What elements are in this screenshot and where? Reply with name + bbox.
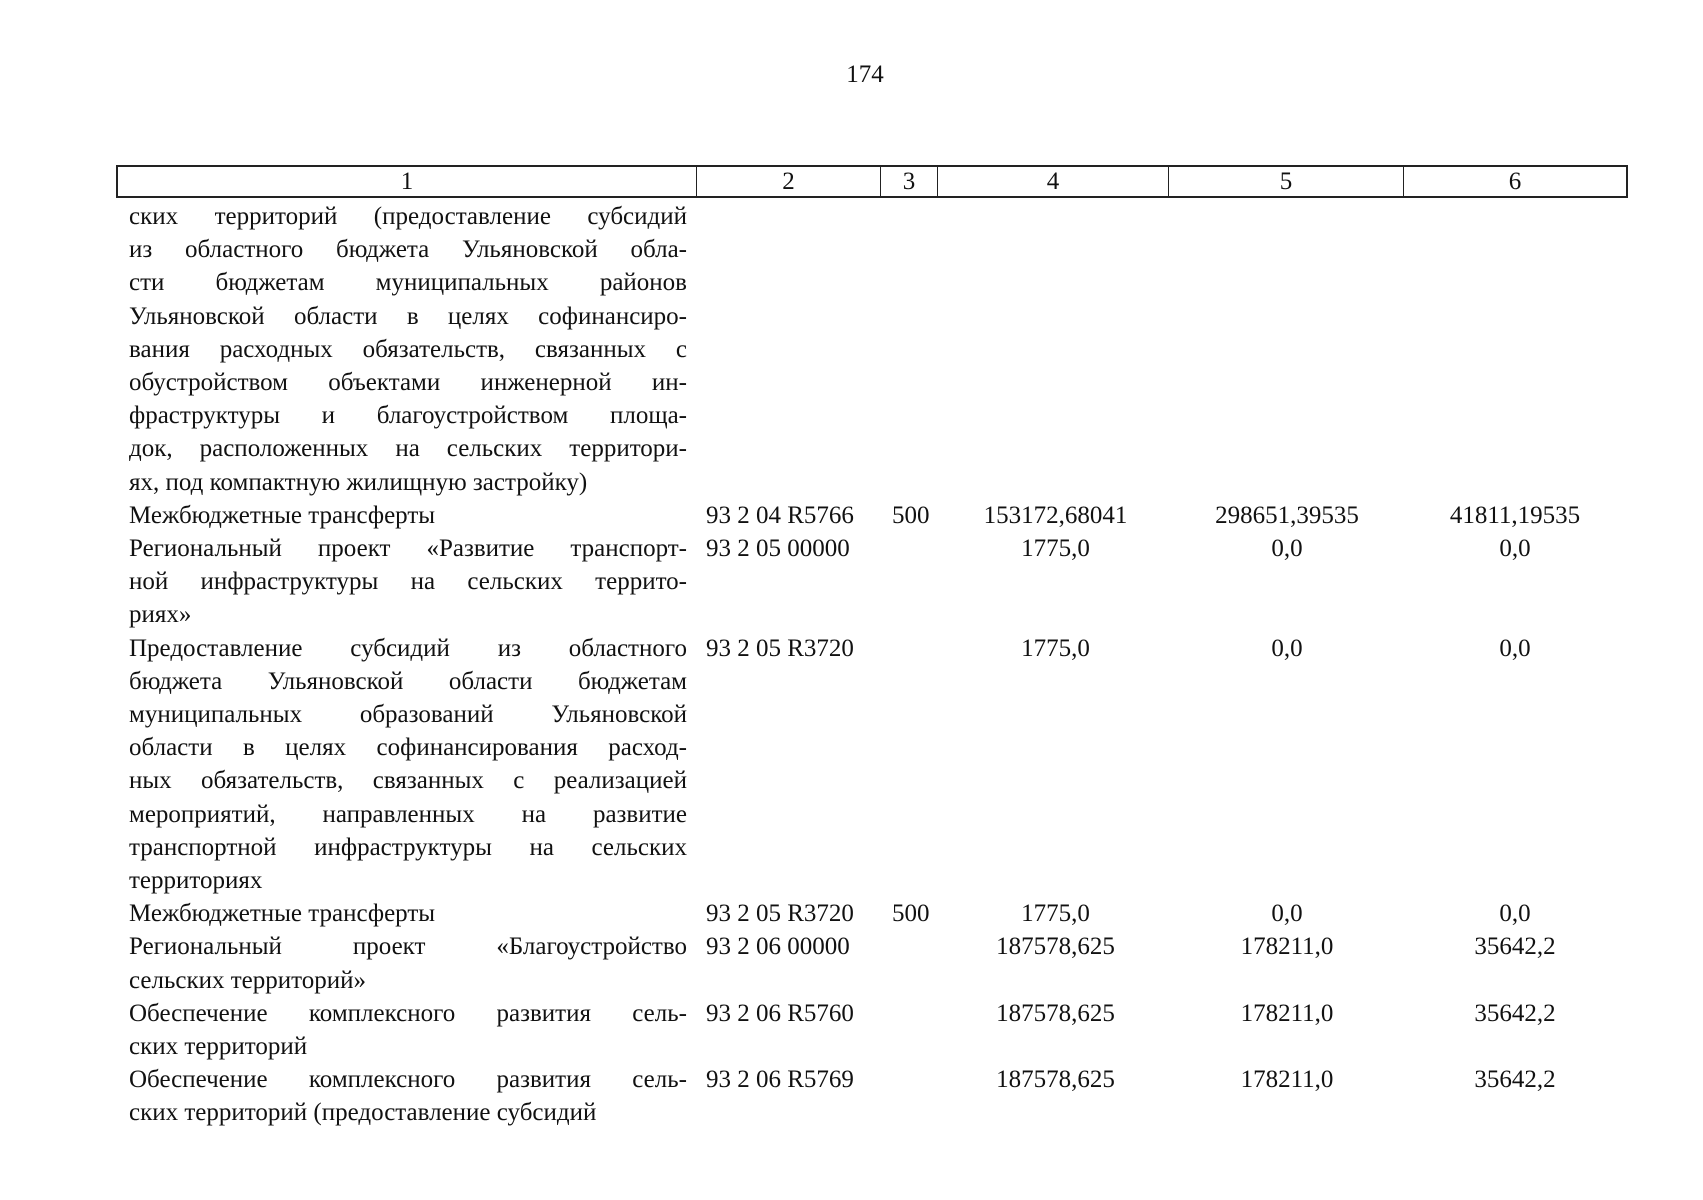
row-value-col5: 178211,0 — [1240, 1066, 1334, 1094]
description-line: док, расположенных на сельских территори- — [129, 435, 687, 463]
row-description — [129, 930, 687, 996]
row-value-col5: 178211,0 — [1240, 999, 1334, 1027]
page-number: 174 — [846, 61, 884, 88]
table-row — [0, 930, 1703, 996]
description-line: ских территорий (предоставление субсидий — [129, 1099, 597, 1127]
description-line: фраструктуры и благоустройством площа- — [129, 402, 687, 430]
row-code: 93 2 06 00000 — [706, 933, 850, 961]
description-line: Обеспечение комплексного развития сель- — [129, 1066, 687, 1094]
table-row — [0, 997, 1703, 1063]
row-expense-type: 500 — [892, 501, 930, 529]
row-code: 93 2 05 00000 — [706, 534, 850, 562]
description-line: вания расходных обязательств, связанных с — [129, 335, 687, 363]
table-body — [0, 200, 1703, 1130]
table-row — [0, 632, 1703, 898]
description-line: Региональный проект «Развитие транспорт- — [129, 534, 687, 562]
description-line: сти бюджетам муниципальных районов — [129, 269, 687, 297]
row-description — [129, 532, 687, 632]
description-line: Ульяновской области в целях софинансиро- — [129, 302, 687, 330]
row-code: 93 2 05 R3720 — [706, 634, 854, 662]
row-description — [129, 632, 687, 898]
description-line: Обеспечение комплексного развития сель- — [129, 999, 687, 1027]
description-line: Предоставление субсидий из областного — [129, 634, 687, 662]
row-value-col5: 0,0 — [1271, 900, 1303, 928]
row-value-col4: 187578,625 — [996, 999, 1115, 1027]
description-line: Межбюджетные трансферты — [129, 501, 436, 529]
row-value-col5: 178211,0 — [1240, 933, 1334, 961]
table-row — [0, 897, 1703, 930]
description-line: ях, под компактную жилищную застройку) — [129, 468, 588, 496]
column-header-3: 3 — [881, 167, 938, 196]
row-value-col6: 0,0 — [1499, 900, 1531, 928]
description-line: из областного бюджета Ульяновской обла- — [129, 236, 687, 264]
description-line: области в целях софинансирования расход- — [129, 734, 687, 762]
description-line: бюджета Ульяновской области бюджетам — [129, 667, 687, 695]
row-description — [129, 499, 687, 532]
description-line: мероприятий, направленных на развитие — [129, 800, 687, 828]
row-value-col4: 1775,0 — [1021, 534, 1090, 562]
row-description — [129, 997, 687, 1063]
row-value-col6: 35642,2 — [1474, 999, 1556, 1027]
description-line: ских территорий — [129, 1032, 308, 1060]
column-header-1: 1 — [118, 167, 697, 196]
table-row — [0, 499, 1703, 532]
row-code: 93 2 04 R5766 — [706, 501, 854, 529]
description-line: Межбюджетные трансферты — [129, 900, 436, 928]
column-header-5: 5 — [1169, 167, 1404, 196]
table-row — [0, 1063, 1703, 1129]
description-line: ских территорий (предоставление субсидий — [129, 203, 687, 230]
description-line: сельских территорий» — [129, 966, 366, 994]
description-line: обустройством объектами инженерной ин- — [129, 369, 687, 397]
description-line: территориях — [129, 867, 263, 894]
table-row — [0, 532, 1703, 632]
row-code: 93 2 06 R5769 — [706, 1066, 854, 1094]
row-code: 93 2 06 R5760 — [706, 999, 854, 1027]
row-description — [129, 200, 687, 499]
row-value-col6: 41811,19535 — [1449, 501, 1581, 529]
table-header — [116, 165, 1628, 198]
row-value-col6: 35642,2 — [1474, 933, 1556, 961]
description-line: муниципальных образований Ульяновской — [129, 700, 687, 728]
row-description — [129, 1063, 687, 1129]
description-line: ных обязательств, связанных с реализацией — [129, 767, 687, 795]
column-header-6: 6 — [1508, 168, 1522, 195]
row-description — [129, 897, 687, 930]
row-expense-type: 500 — [892, 900, 930, 928]
description-line: Региональный проект «Благоустройство — [129, 933, 687, 961]
column-header-4: 4 — [938, 167, 1169, 196]
row-value-col5: 298651,39535 — [1215, 501, 1359, 529]
column-header-2: 2 — [697, 167, 881, 196]
row-code: 93 2 05 R3720 — [706, 900, 854, 928]
row-value-col6: 35642,2 — [1474, 1066, 1556, 1094]
description-line: риях» — [129, 601, 192, 629]
description-line: ной инфраструктуры на сельских террито- — [129, 568, 687, 596]
row-value-col5: 0,0 — [1271, 634, 1303, 662]
row-value-col6: 0,0 — [1499, 634, 1531, 662]
row-value-col5: 0,0 — [1271, 534, 1303, 562]
row-value-col6: 0,0 — [1499, 534, 1531, 562]
row-value-col4: 187578,625 — [996, 1066, 1115, 1094]
row-value-col4: 1775,0 — [1021, 900, 1090, 928]
description-line: транспортной инфраструктуры на сельских — [129, 833, 687, 861]
row-value-col4: 1775,0 — [1021, 634, 1090, 662]
row-value-col4: 187578,625 — [996, 933, 1115, 961]
row-value-col4: 153172,68041 — [983, 501, 1128, 529]
table-row — [0, 200, 1703, 499]
